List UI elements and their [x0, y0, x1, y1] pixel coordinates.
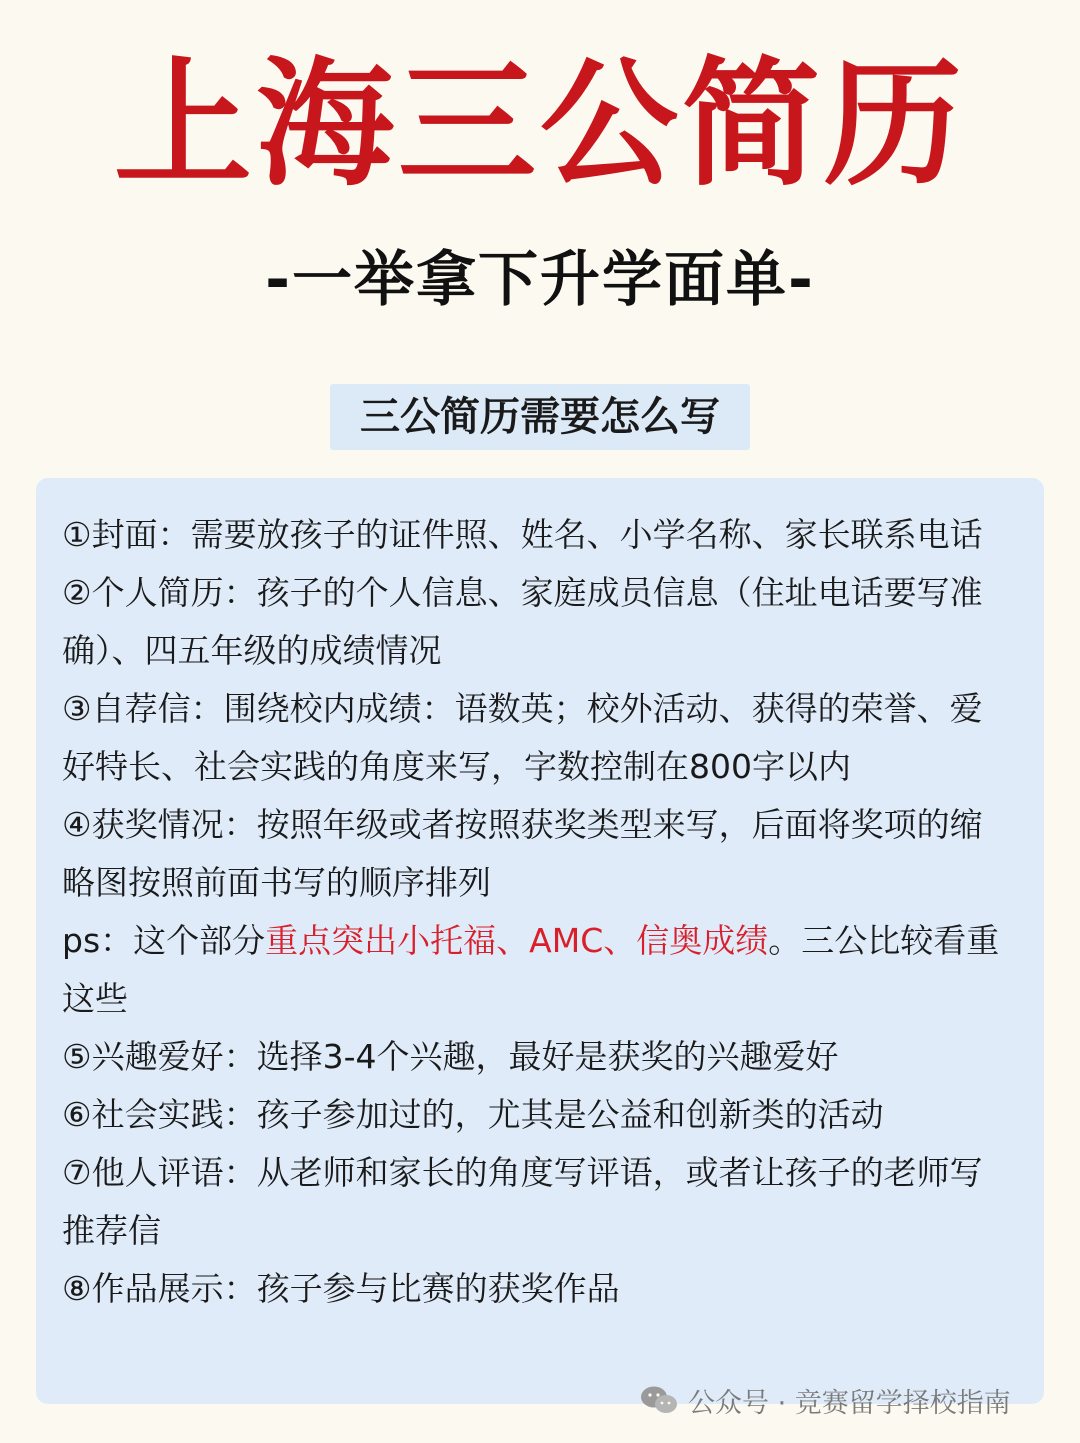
item-label: ⑦他人评语： [62, 1153, 257, 1192]
item-text: 孩子参加过的，尤其是公益和创新类的活动 [256, 1095, 884, 1134]
list-item-hobbies [62, 1028, 1012, 1086]
list-item-cover [62, 506, 1012, 564]
list-item-awards [62, 796, 1012, 912]
highlight-text: 重点突出小托福、AMC、信奥成绩 [265, 921, 769, 960]
list-item-self-recommendation [62, 680, 1012, 796]
item-label: ④获奖情况： [62, 805, 257, 844]
item-label: ps：这个部分 [62, 921, 266, 960]
list-item-ps-note [62, 912, 1012, 1028]
list-item-works [62, 1260, 1012, 1318]
section-heading: 三公简历需要怎么写 [330, 384, 750, 450]
page-subtitle: -一举拿下升学面单- [265, 245, 815, 315]
wechat-icon [640, 1385, 678, 1415]
list-item-resume [62, 564, 1012, 680]
page-title: 上海三公简历 [113, 44, 966, 205]
item-text: 。三公比较看重这些 [62, 921, 1000, 1018]
item-label: ⑧作品展示： [62, 1269, 257, 1308]
item-text: 从老师和家长的角度写评语，或者让孩子的老师写推荐信 [62, 1153, 983, 1250]
item-text: 选择3-4个兴趣，最好是获奖的兴趣爱好 [256, 1037, 839, 1076]
item-text: 需要放孩子的证件照、姓名、小学名称、家长联系电话 [190, 515, 983, 554]
content-card [36, 478, 1044, 1404]
item-text: 孩子的个人信息、家庭成员信息（住址电话要写准确）、四五年级的成绩情况 [62, 573, 983, 670]
item-label: ③自荐信： [62, 689, 224, 728]
item-label: ①封面： [62, 515, 191, 554]
footer-text: 公众号 · 竞赛留学择校指南 [688, 1387, 1011, 1419]
item-text: 孩子参与比赛的获奖作品 [256, 1269, 620, 1308]
list-item-social-practice [62, 1086, 1012, 1144]
item-label: ⑤兴趣爱好： [62, 1037, 257, 1076]
footer-watermark [640, 1378, 1060, 1422]
list-item-reviews [62, 1144, 1012, 1260]
item-text: 按照年级或者按照获奖类型来写，后面将奖项的缩略图按照前面书写的顺序排列 [62, 805, 983, 902]
item-label: ②个人简历： [62, 573, 257, 612]
item-text: 围绕校内成绩：语数英；校外活动、获得的荣誉、爱好特长、社会实践的角度来写，字数控制在800字以内 [62, 689, 983, 786]
content-list [62, 506, 1012, 1318]
item-label: ⑥社会实践： [62, 1095, 257, 1134]
